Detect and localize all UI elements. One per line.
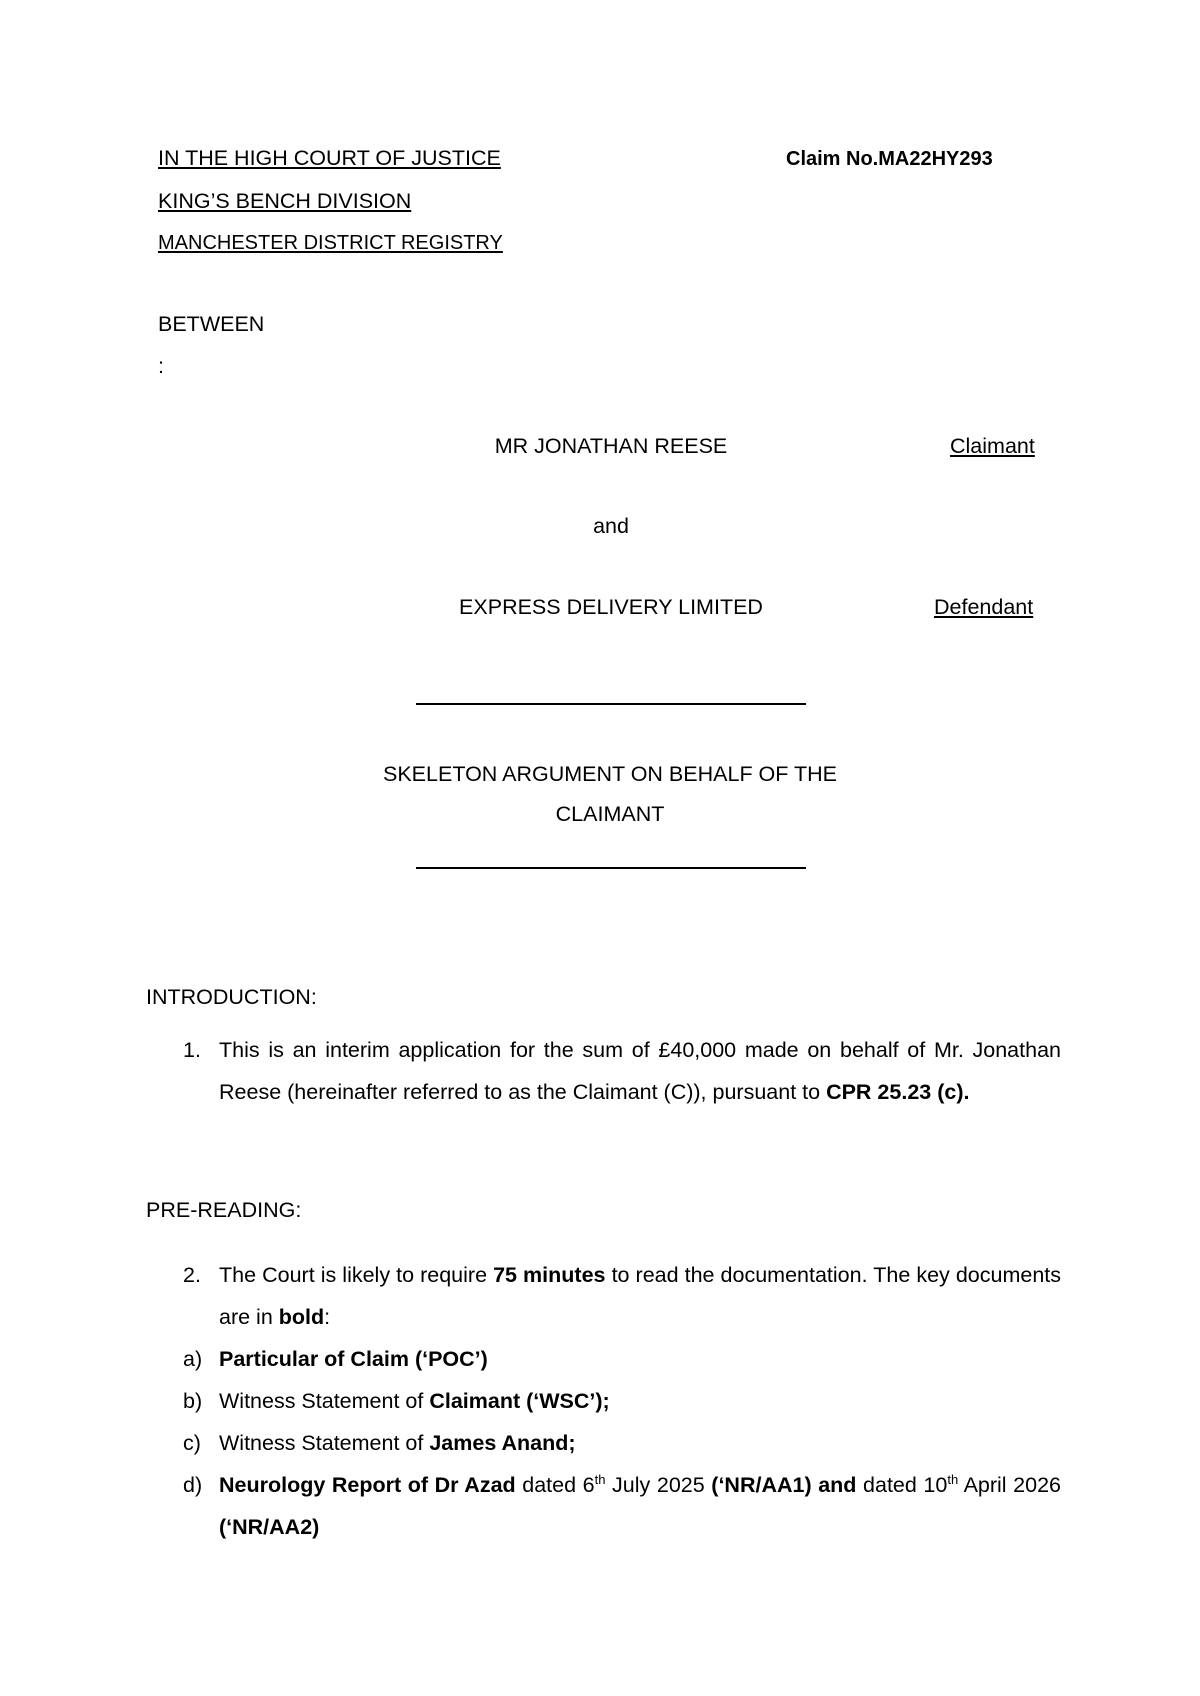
paragraph-2-text-a: The Court is likely to require — [219, 1263, 488, 1287]
list-item — [219, 1464, 1061, 1548]
list-item-d-ref2: (‘NR/AA2) — [219, 1515, 320, 1539]
title-rule-top — [416, 703, 806, 705]
list-item-d-sup2: th — [947, 1471, 959, 1487]
paragraph-number-1: 1. — [183, 1038, 201, 1062]
list-item-d-ref1: (‘NR/AA1) and — [711, 1473, 857, 1497]
between-colon: : — [158, 354, 164, 378]
paragraph-1-text: This is an interim application for the sum of £40,000 made on behalf of Mr. Jonathan Reese (hereinafter referred to as the Claimant (C)), pursuant to — [219, 1038, 1061, 1104]
list-item-d-date1-rest: July 2025 — [612, 1473, 705, 1497]
list-item — [219, 1422, 576, 1464]
list-item — [219, 1338, 488, 1380]
prereading-heading: PRE-READING: — [146, 1198, 302, 1222]
between-label: BETWEEN — [158, 312, 265, 336]
list-item-label: b) — [183, 1389, 203, 1413]
claimant-role: Claimant — [950, 434, 1035, 458]
list-item-label: d) — [183, 1473, 203, 1497]
paragraph-2-time: 75 minutes — [493, 1263, 606, 1287]
paragraph-2 — [219, 1254, 1061, 1338]
list-item-b-text: Witness Statement of — [219, 1389, 424, 1413]
list-item-d-sup1: th — [594, 1471, 606, 1487]
division-name: KING’S BENCH DIVISION — [158, 189, 412, 213]
list-item-d-date1: dated 6 — [522, 1473, 595, 1497]
defendant-name: EXPRESS DELIVERY LIMITED — [459, 595, 763, 619]
introduction-heading: INTRODUCTION: — [146, 985, 317, 1009]
registry-name: MANCHESTER DISTRICT REGISTRY — [158, 232, 503, 254]
list-item-b-doc: Claimant (‘WSC’); — [429, 1389, 610, 1413]
court-name: IN THE HIGH COURT OF JUSTICE — [158, 146, 501, 170]
paragraph-2-bold-word: bold — [278, 1305, 325, 1329]
list-item-a-doc: Particular of Claim (‘POC’) — [219, 1347, 488, 1371]
claim-number: Claim No.MA22HY293 — [786, 148, 993, 170]
and-separator: and — [593, 514, 629, 538]
title-line-1: SKELETON ARGUMENT ON BEHALF OF THE — [383, 762, 837, 786]
list-item — [219, 1380, 610, 1422]
list-item-d-date2-rest: April 2026 — [963, 1473, 1061, 1497]
list-item-label: a) — [183, 1347, 203, 1371]
paragraph-1 — [219, 1029, 1061, 1113]
paragraph-2-text-c: to read the documentation. The key documents are in — [219, 1263, 1061, 1329]
list-item-c-doc: James Anand; — [429, 1431, 576, 1455]
paragraph-number-2: 2. — [183, 1263, 201, 1287]
defendant-role: Defendant — [934, 595, 1034, 619]
paragraph-1-rule-ref: CPR 25.23 (c). — [826, 1080, 970, 1104]
list-item-d-date2: dated 10 — [863, 1473, 948, 1497]
title-line-2: CLAIMANT — [555, 802, 665, 826]
list-item-c-text: Witness Statement of — [219, 1431, 424, 1455]
title-rule-bottom — [416, 867, 806, 869]
list-item-d-doc: Neurology Report of Dr Azad — [219, 1473, 516, 1497]
paragraph-2-colon: : — [324, 1305, 331, 1329]
claimant-name: MR JONATHAN REESE — [494, 434, 728, 458]
list-item-label: c) — [183, 1431, 201, 1455]
